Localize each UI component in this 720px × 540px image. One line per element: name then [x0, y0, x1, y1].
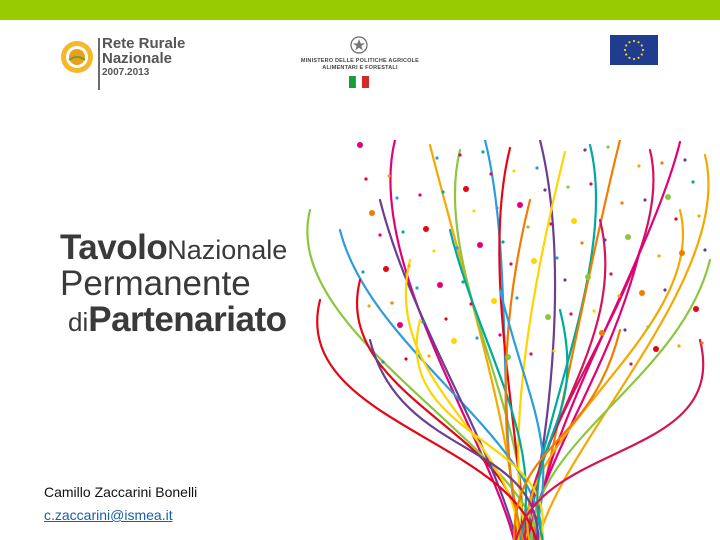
tree-dot: [423, 226, 429, 232]
tree-dot: [549, 222, 552, 225]
title-word-nazionale: Nazionale: [167, 235, 288, 265]
title-word-di: di: [68, 307, 89, 337]
tree-dot: [683, 158, 686, 161]
tree-dot: [583, 148, 586, 151]
tree-dot: [663, 288, 666, 291]
tree-dot: [477, 242, 483, 248]
tree-dot: [603, 238, 606, 241]
tree-dot: [643, 198, 646, 201]
tree-dot: [469, 302, 472, 305]
tree-dot: [458, 153, 461, 156]
title-word-tavolo: Tavolo: [60, 228, 168, 267]
tree-dot: [512, 169, 515, 172]
tree-dot: [489, 172, 492, 175]
title-line1: [60, 228, 287, 268]
title-line3: [68, 300, 287, 340]
tree-dot: [451, 338, 457, 344]
tree-dot: [498, 333, 501, 336]
tree-dot: [357, 142, 363, 148]
eu-star: [642, 49, 644, 51]
tree-dot: [390, 301, 393, 304]
tree-dot: [617, 294, 620, 297]
tree-dot: [535, 166, 538, 169]
tree-dot: [620, 201, 623, 204]
ministry-name: [296, 58, 424, 72]
tree-dot: [369, 210, 375, 216]
tree-dot: [461, 280, 464, 283]
tree-dot: [691, 180, 694, 183]
tree-dot: [427, 354, 430, 357]
eu-star: [624, 49, 626, 51]
tree-dot: [599, 330, 605, 336]
tree-dot: [495, 206, 498, 209]
tree-dot: [646, 325, 649, 328]
tree-dot: [401, 230, 404, 233]
tree-dot: [625, 234, 631, 240]
tree-dot: [623, 328, 626, 331]
tree-dot: [629, 362, 632, 365]
eu-star: [633, 40, 635, 42]
tree-line: [536, 142, 680, 540]
colorful-tree-lines-icon: [300, 140, 720, 540]
tree-dot: [529, 352, 532, 355]
tree-dot: [437, 282, 443, 288]
tree-dot: [700, 341, 703, 344]
tree-dot: [580, 241, 583, 244]
tree-dot: [505, 354, 511, 360]
top-accent-bar: [0, 0, 720, 20]
tree-dot: [569, 312, 572, 315]
tree-dot: [444, 317, 447, 320]
eu-star: [628, 57, 630, 59]
tree-dot: [509, 262, 512, 265]
italy-flag-icon: [349, 76, 369, 88]
tree-dot: [639, 290, 645, 296]
tree-dot: [441, 190, 444, 193]
tree-dot: [677, 344, 680, 347]
title-word-partenariato: Partenariato: [88, 300, 287, 339]
rrn-year: 2007.2013: [102, 67, 150, 78]
tree-dot: [552, 349, 555, 352]
eu-star: [625, 44, 627, 46]
tree-dot: [555, 256, 558, 259]
tree-dot: [693, 306, 699, 312]
tree-dot: [432, 249, 435, 252]
rrn-line1: Rete Rurale: [102, 35, 186, 52]
ministry-line1: MINISTERO DELLE POLITICHE AGRICOLE: [300, 58, 420, 64]
tree-dot: [435, 156, 438, 159]
eu-star: [625, 53, 627, 55]
eu-star: [641, 53, 643, 55]
tree-dot: [515, 296, 518, 299]
rete-rurale-wordmark: [102, 36, 185, 80]
tree-dot: [609, 272, 612, 275]
tree-dot: [637, 164, 640, 167]
tree-dot: [531, 258, 537, 264]
tree-dot: [381, 360, 384, 363]
tree-dot: [653, 346, 659, 352]
tree-dot: [517, 202, 523, 208]
tree-dot: [545, 314, 551, 320]
logo-divider: [98, 38, 100, 90]
tree-dot: [455, 246, 458, 249]
eu-star: [637, 57, 639, 59]
tree-dot: [592, 309, 595, 312]
tree-dot: [378, 233, 381, 236]
title-word-permanente: Permanente: [60, 264, 251, 303]
tree-dot: [571, 218, 577, 224]
tree-dot: [364, 177, 367, 180]
author-name: Camillo Zaccarini Bonelli: [44, 484, 198, 500]
tree-dot: [491, 298, 497, 304]
tree-dot: [585, 274, 591, 280]
tree-dot: [421, 320, 424, 323]
tree-dot: [526, 225, 529, 228]
tree-dot: [418, 193, 421, 196]
tree-dot: [395, 196, 398, 199]
tree-dot: [563, 278, 566, 281]
tree-dot: [606, 145, 609, 148]
rete-rurale-logo: [60, 36, 190, 92]
tree-line: [538, 155, 708, 540]
tree-dot: [367, 304, 370, 307]
tree-dot: [407, 264, 410, 267]
tree-dot: [475, 336, 478, 339]
ministry-line2: ALIMENTARI E FORESTALI: [322, 65, 398, 71]
tree-dot: [361, 270, 364, 273]
sun-emblem-icon: [60, 40, 94, 74]
eu-star: [641, 44, 643, 46]
tree-dot: [679, 250, 685, 256]
european-union-flag-icon: [610, 35, 658, 65]
rrn-line2: Nazionale: [102, 50, 173, 67]
tree-dot: [657, 254, 660, 257]
eu-star: [633, 58, 635, 60]
tree-dot: [404, 357, 407, 360]
tree-dot: [397, 322, 403, 328]
tree-dot: [674, 217, 677, 220]
tree-dot: [383, 266, 389, 272]
tree-dot: [543, 188, 546, 191]
tree-dot: [703, 248, 706, 251]
tree-dot: [697, 214, 700, 217]
tree-dot: [415, 286, 418, 289]
tree-dot: [660, 161, 663, 164]
tree-dot: [501, 240, 504, 243]
eu-star: [628, 41, 630, 43]
tree-dot: [566, 185, 569, 188]
tree-dot: [387, 174, 390, 177]
italian-republic-emblem-icon: [350, 36, 368, 54]
tree-dot: [472, 209, 475, 212]
tree-dot: [481, 150, 484, 153]
tree-dot: [665, 194, 671, 200]
eu-star: [637, 41, 639, 43]
author-email-link[interactable]: c.zaccarini@ismea.it: [44, 507, 173, 523]
tree-dot: [589, 182, 592, 185]
tree-dot: [463, 186, 469, 192]
